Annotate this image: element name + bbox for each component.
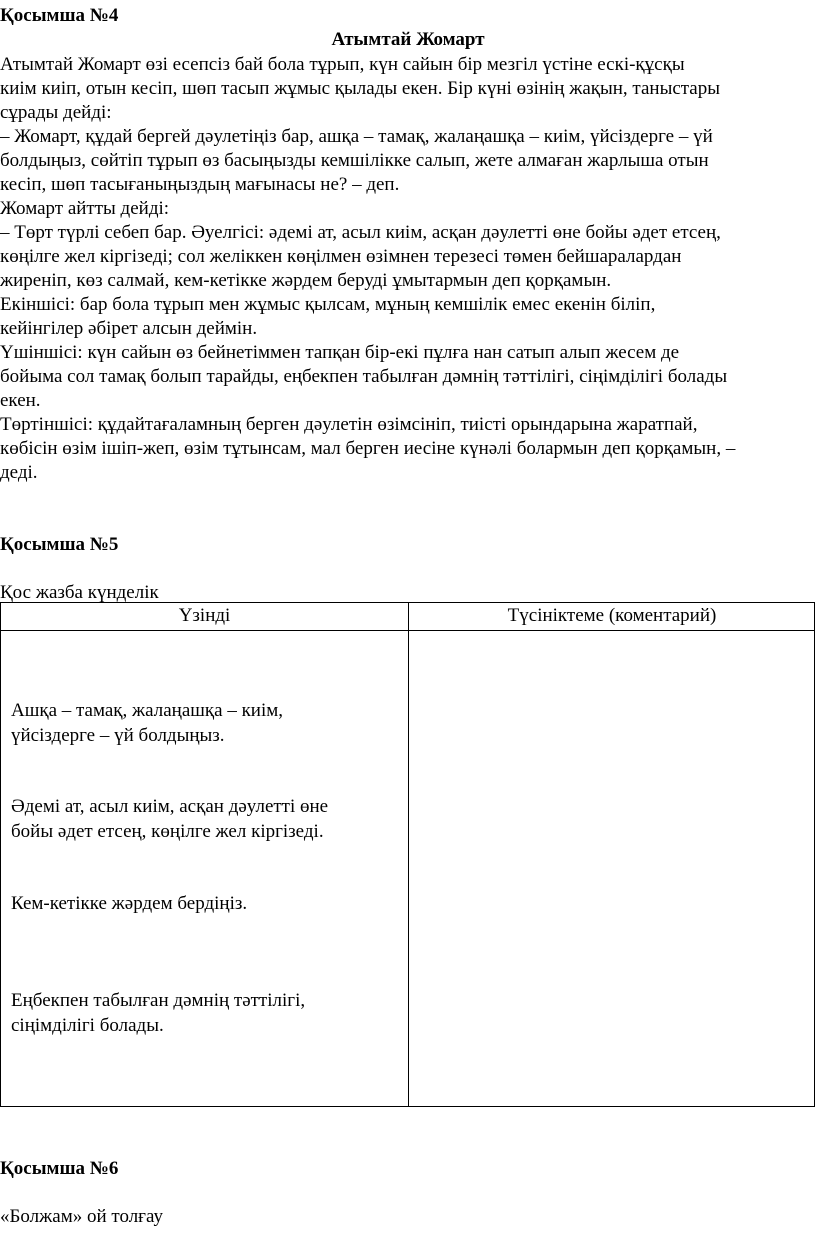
story-line: Атымтай Жомарт өзі есепсіз бай бола тұрып, күн сайын бір мезгіл үстіне ескі-құсқы bbox=[0, 54, 685, 75]
double-entry-table bbox=[0, 602, 815, 1107]
excerpt-line: Әдемі ат, асыл киім, асқан дәулетті өне bbox=[11, 796, 329, 817]
story-line: – Жомарт, құдай бергей дәулетіңіз бар, ашқа – тамақ, жалаңашқа – киім, үйсіздерге – үй bbox=[0, 126, 713, 147]
appendix-4-heading: Қосымша №4 bbox=[0, 5, 119, 26]
story-line: Жомарт айтты дейді: bbox=[0, 198, 170, 219]
story-line: Екіншісі: бар бола тұрып мен жұмыс қылсам, мұның кемшілік емес екенін біліп, bbox=[0, 294, 656, 315]
story-title: Атымтай Жомарт bbox=[331, 29, 485, 50]
double-entry-diary-title: Қос жазба күнделік bbox=[0, 582, 159, 603]
appendix-6-heading: Қосымша №6 bbox=[0, 1158, 119, 1179]
story-line: деді. bbox=[0, 462, 38, 483]
story-line: көңілге жел кіргізеді; сол желіккен көңілмен өзімнен терезесі төмен бейшаралардан bbox=[0, 246, 682, 267]
forecast-reflection-title: «Болжам» ой толғау bbox=[0, 1206, 163, 1227]
story-line: жиреніп, көз салмай, кем-кетікке жәрдем беруді ұмытармын деп қорқамын. bbox=[0, 270, 612, 291]
story-line: бойыма сол тамақ болып тарайды, еңбекпен табылған дәмнің тәттілігі, сіңімділігі болады bbox=[0, 366, 728, 387]
story-line: Төртіншісі: құдайтағаламның берген дәулетін өзімсініп, тиісті орындарына жаратпай, bbox=[0, 414, 698, 435]
excerpt-line: Еңбекпен табылған дәмнің тәттілігі, bbox=[11, 990, 306, 1011]
table-column-divider bbox=[408, 603, 409, 1106]
excerpt-line: Кем-кетікке жәрдем бердіңіз. bbox=[11, 893, 248, 914]
excerpt-line: үйсіздерге – үй болдыңыз. bbox=[11, 725, 225, 746]
column-header-commentary: Түсініктеме (коментарий) bbox=[507, 605, 717, 626]
story-line: кейінгілер әбірет алсын деймін. bbox=[0, 318, 258, 339]
excerpt-line: бойы әдет етсең, көңілге жел кіргізеді. bbox=[11, 821, 324, 842]
excerpt-line: Ашқа – тамақ, жалаңашқа – киім, bbox=[11, 700, 284, 721]
story-line: – Төрт түрлі себеп бар. Әуелгісі: әдемі ат, асыл киім, асқан дәулетті өне бойы әдет етсең, bbox=[0, 222, 721, 243]
column-header-excerpt: Үзінді bbox=[178, 605, 231, 626]
story-line: киім киіп, отын кесіп, шөп тасып жұмыс қылады екен. Бір күні өзінің жақын, таныстары bbox=[0, 78, 721, 99]
story-line: болдыңыз, сөйтіп тұрып өз басыңызды кемшілікке салып, жете алмаған жарлыша отын bbox=[0, 150, 709, 171]
story-line: кесіп, шөп тасығаныңыздың мағынасы не? – деп. bbox=[0, 174, 400, 195]
story-line: сұрады дейді: bbox=[0, 102, 112, 123]
excerpt-line: сіңімділігі болады. bbox=[11, 1015, 164, 1036]
appendix-5-heading: Қосымша №5 bbox=[0, 534, 119, 555]
story-line: көбісін өзім ішіп-жеп, өзім тұтынсам, мал берген иесіне күнәлі болармын деп қорқамын, – bbox=[0, 438, 736, 459]
story-line: екен. bbox=[0, 390, 41, 411]
story-line: Үшіншісі: күн сайын өз бейнетіммен тапқан бір-екі пұлға нан сатып алып жесем де bbox=[0, 342, 680, 363]
